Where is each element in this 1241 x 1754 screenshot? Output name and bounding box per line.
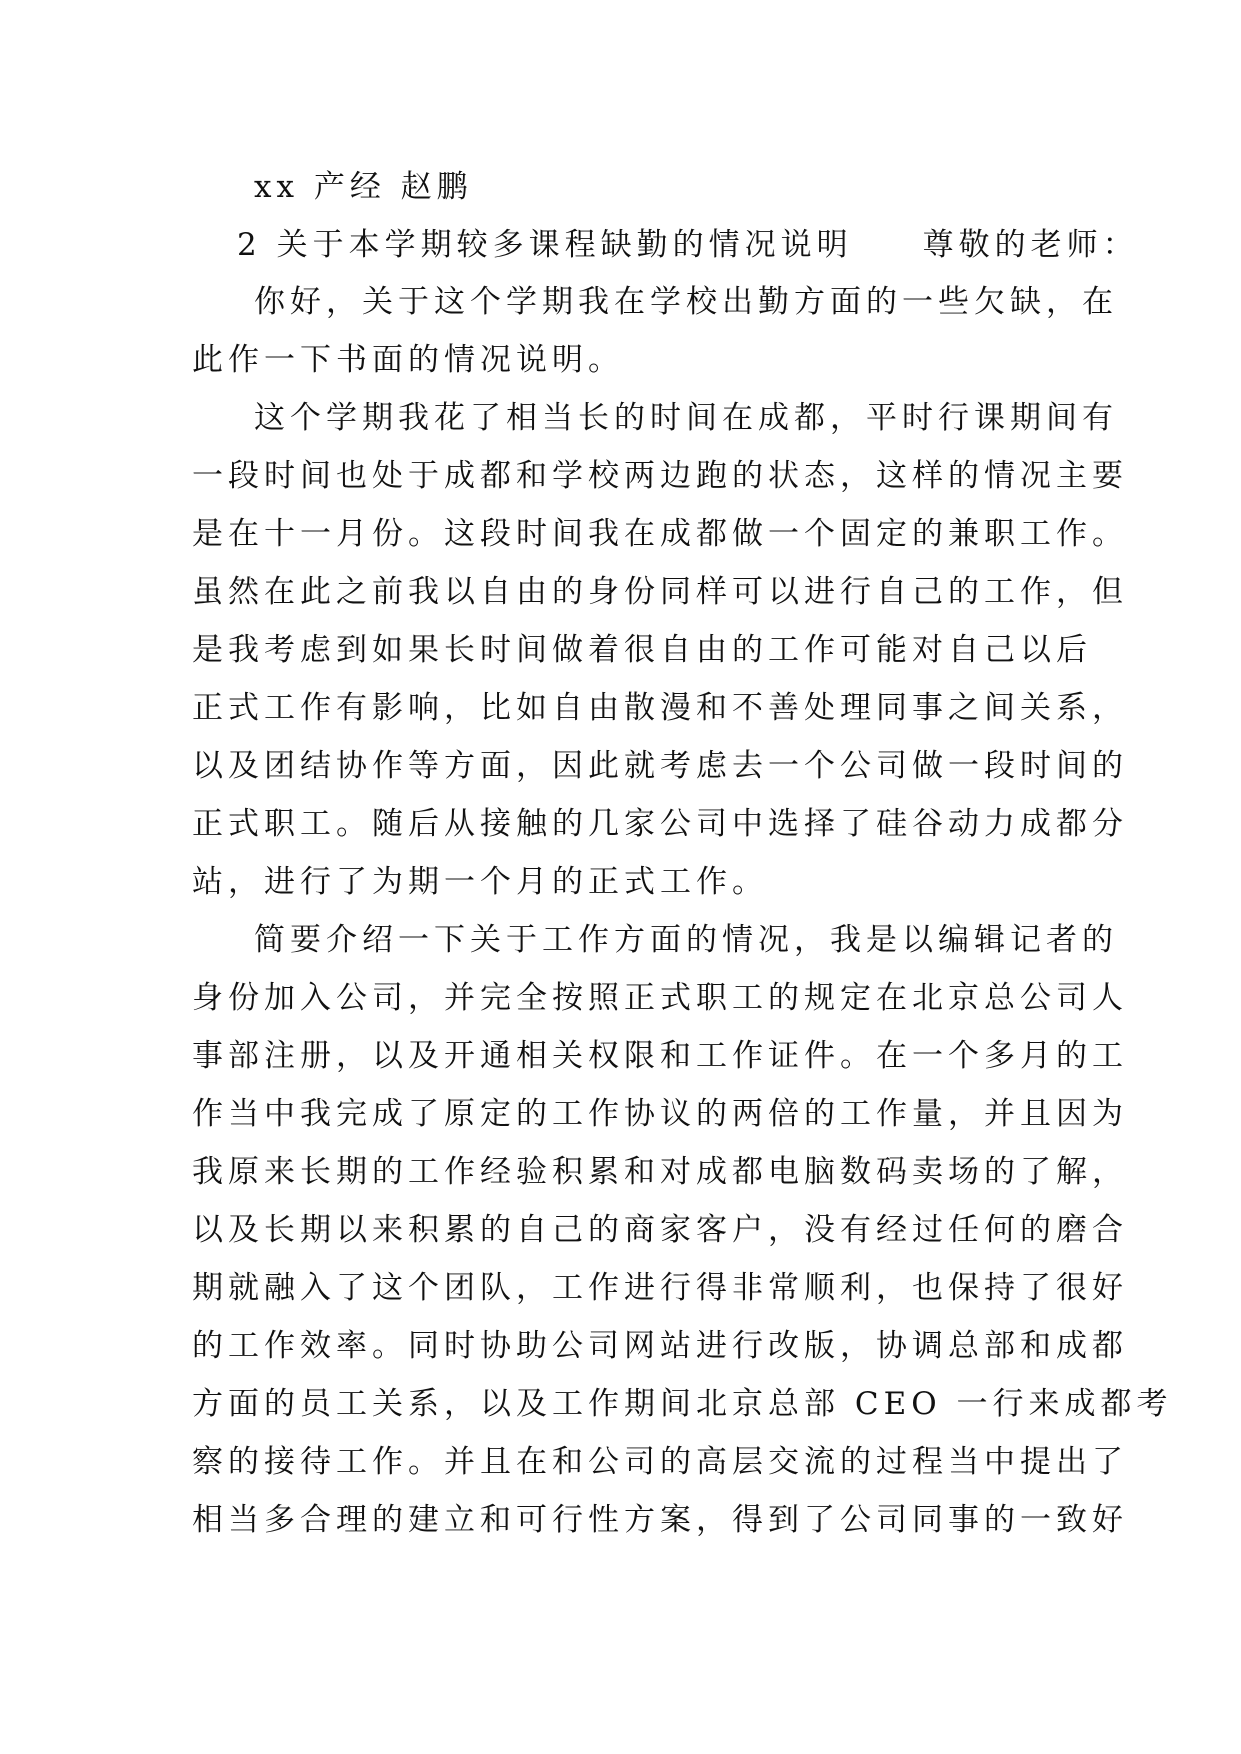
paragraph-line: 作当中我完成了原定的工作协议的两倍的工作量，并且因为: [192, 1096, 1128, 1132]
paragraph-line: 我原来长期的工作经验积累和对成都电脑数码卖场的了解，: [192, 1154, 1128, 1190]
paragraph-line: 是在十一月份。这段时间我在成都做一个固定的兼职工作。: [192, 516, 1128, 552]
paragraph-line: 你好，关于这个学期我在学校出勤方面的一些欠缺，在: [254, 284, 1118, 320]
paragraph-line: 简要介绍一下关于工作方面的情况，我是以编辑记者的: [254, 922, 1118, 958]
heading-title: 2 关于本学期较多课程缺勤的情况说明: [237, 227, 853, 263]
paragraph-line: 以及长期以来积累的自己的商家客户，没有经过任何的磨合: [192, 1212, 1128, 1248]
paragraph-line: 事部注册，以及开通相关权限和工作证件。在一个多月的工: [192, 1038, 1128, 1074]
paragraph-line: 虽然在此之前我以自由的身份同样可以进行自己的工作，但: [192, 574, 1128, 610]
heading-line: [237, 225, 1139, 265]
paragraph-line: 相当多合理的建立和可行性方案，得到了公司同事的一致好: [192, 1502, 1128, 1538]
paragraph-line: 正式工作有影响，比如自由散漫和不善处理同事之间关系，: [192, 690, 1128, 726]
salutation: 尊敬的老师：: [922, 227, 1139, 263]
paragraph-line: 是我考虑到如果长时间做着很自由的工作可能对自己以后: [192, 632, 1092, 668]
paragraph-line: 的工作效率。同时协助公司网站进行改版，协调总部和成都: [192, 1328, 1128, 1364]
paragraph-line: 察的接待工作。并且在和公司的高层交流的过程当中提出了: [192, 1444, 1128, 1480]
paragraph-line: 此作一下书面的情况说明。: [192, 342, 624, 378]
paragraph-line: 身份加入公司，并完全按照正式职工的规定在北京总公司人: [192, 980, 1128, 1016]
signature-line: xx 产经 赵鹏: [254, 169, 473, 205]
paragraph-line: 正式职工。随后从接触的几家公司中选择了硅谷动力成都分: [192, 806, 1128, 842]
paragraph-line: 这个学期我花了相当长的时间在成都，平时行课期间有: [254, 400, 1118, 436]
paragraph-line: 一段时间也处于成都和学校两边跑的状态，这样的情况主要: [192, 458, 1128, 494]
paragraph-line: 以及团结协作等方面，因此就考虑去一个公司做一段时间的: [192, 748, 1128, 784]
paragraph-line: 站，进行了为期一个月的正式工作。: [192, 864, 768, 900]
paragraph-line: 方面的员工关系，以及工作期间北京总部 CEO 一行来成都考: [192, 1386, 1173, 1422]
paragraph-line: 期就融入了这个团队，工作进行得非常顺利，也保持了很好: [192, 1270, 1128, 1306]
